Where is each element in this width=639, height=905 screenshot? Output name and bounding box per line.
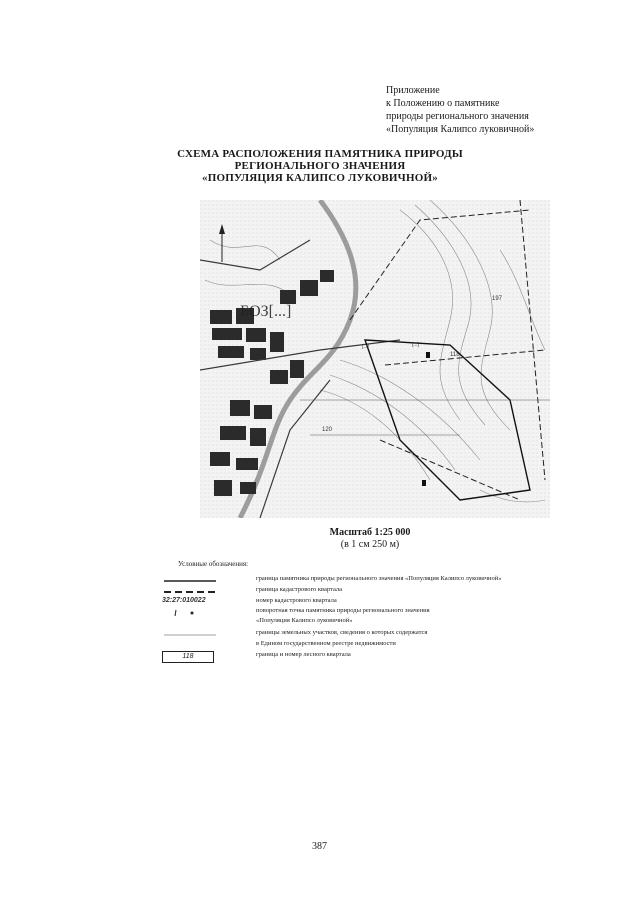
appendix-line-1: Приложение xyxy=(386,85,440,96)
location-map xyxy=(200,200,550,518)
legend-item xyxy=(162,617,602,627)
map-scale xyxy=(300,527,440,551)
legend-item xyxy=(162,629,602,639)
legend-text: граница кадастрового квартала xyxy=(256,586,343,593)
legend-item xyxy=(162,640,602,650)
appendix-line-4: «Популяция Калипсо луковичной» xyxy=(386,124,535,135)
scale-label: Масштаб 1:25 000 xyxy=(329,527,411,538)
scale-note: (в 1 см 250 м) xyxy=(340,539,400,550)
legend-item xyxy=(162,586,602,596)
legend-text: граница памятника природы регионального значения «Популяция Калипсо луковичной» xyxy=(256,575,502,582)
map-point-label: [...] xyxy=(362,344,369,350)
title-line-1: СХЕМА РАСПОЛОЖЕНИЯ ПАМЯТНИКА ПРИРОДЫ xyxy=(177,148,463,160)
legend-item xyxy=(162,651,602,661)
map-drawing xyxy=(200,200,550,518)
map-quarter-number: 120 xyxy=(322,427,333,433)
page-number: 387 xyxy=(312,841,327,852)
legend-text: в Едином государственном реестре недвижимости xyxy=(256,640,396,647)
appendix-line-2: к Положению о памятнике xyxy=(386,98,500,109)
appendix-header xyxy=(386,84,626,136)
title-line-2: РЕГИОНАЛЬНОГО ЗНАЧЕНИЯ xyxy=(234,160,406,172)
cadastral-number-symbol: 32:27:010022 xyxy=(162,597,206,604)
forest-quarter-symbol: 118 xyxy=(162,651,214,663)
legend-item xyxy=(162,607,602,617)
map-point-label: [...] xyxy=(412,342,419,348)
appendix-line-3: природы регионального значения xyxy=(386,111,529,122)
legend-text: поворотная точка памятника природы регионального значения xyxy=(256,607,430,614)
legend-text: номер кадастрового квартала xyxy=(256,597,337,604)
map-settlement-label: БОЗ[...] xyxy=(240,303,292,320)
legend-title: Условные обозначения: xyxy=(178,560,249,568)
legend-item xyxy=(162,597,602,607)
legend-text: границы земельных участков, сведения о которых содержатся xyxy=(256,629,428,636)
legend-item xyxy=(162,575,602,585)
legend-text: граница и номер лесного квартала xyxy=(256,651,351,658)
map-quarter-number: 118 xyxy=(450,352,460,358)
title-line-3: «ПОПУЛЯЦИЯ КАЛИПСО ЛУКОВИЧНОЙ» xyxy=(202,172,438,184)
legend-text: «Популяция Калипсо луковичной» xyxy=(256,617,353,624)
document-title xyxy=(150,148,490,184)
map-quarter-number: 197 xyxy=(492,296,503,302)
